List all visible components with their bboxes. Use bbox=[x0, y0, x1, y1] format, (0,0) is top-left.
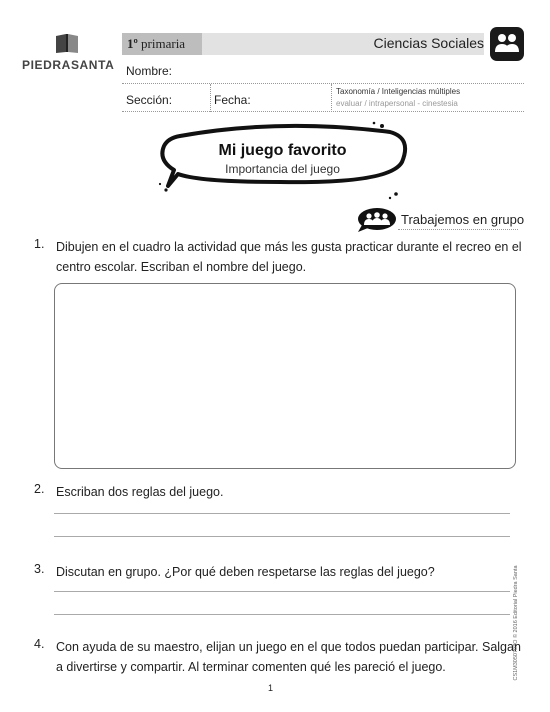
publisher-logo-text: PIEDRASANTA bbox=[22, 58, 115, 72]
taxonomy-title: Taxonomía / Inteligencias múltiples bbox=[336, 87, 461, 96]
form-row-line bbox=[122, 111, 524, 112]
grade-label bbox=[127, 36, 185, 52]
question-text: Con ayuda de su maestro, elijan un juego en el que todos puedan participar. Salgan a divertirse y compartir. Al terminar comenten qué les pareció el juego. bbox=[56, 640, 521, 674]
nombre-label: Nombre: bbox=[126, 64, 173, 78]
question-text: Dibujen en el cuadro la actividad que más les gusta practicar durante el recreo en el centro escolar. Escriban el nombre del juego. bbox=[56, 240, 522, 274]
divider bbox=[331, 84, 332, 112]
seccion-label: Sección: bbox=[126, 93, 173, 107]
taxonomy-values: evaluar / intrapersonal - cinestesia bbox=[336, 99, 458, 108]
question-number: 1. bbox=[34, 237, 45, 251]
title-speech-bubble bbox=[150, 120, 410, 200]
question-number: 2. bbox=[34, 482, 45, 496]
nombre-field-line[interactable] bbox=[122, 83, 524, 84]
page-number: 1 bbox=[268, 683, 274, 693]
group-work-label: Trabajemos en grupo bbox=[401, 212, 525, 227]
side-credit: CS1M3050703O © 2016 Editorial Piedra Santa bbox=[513, 565, 519, 681]
book-logo-icon bbox=[54, 32, 80, 54]
drawing-box[interactable] bbox=[54, 283, 516, 469]
question-text: Discutan en grupo. ¿Por qué deben respetarse las reglas del juego? bbox=[56, 565, 435, 579]
group-people-icon bbox=[490, 27, 524, 61]
answer-line[interactable] bbox=[54, 591, 510, 592]
answer-line[interactable] bbox=[54, 536, 510, 537]
question-number: 3. bbox=[34, 562, 45, 576]
question-text: Escriban dos reglas del juego. bbox=[56, 485, 224, 499]
answer-line[interactable] bbox=[54, 513, 510, 514]
fecha-label: Fecha: bbox=[214, 93, 251, 107]
activity-subtitle: Importancia del juego bbox=[225, 162, 340, 176]
subject-title: Ciencias Sociales bbox=[373, 35, 484, 51]
grade-level: primaria bbox=[141, 36, 186, 51]
activity-title: Mi juego favorito bbox=[218, 142, 347, 159]
divider bbox=[210, 84, 211, 112]
answer-line[interactable] bbox=[54, 614, 510, 615]
question-number: 4. bbox=[34, 637, 45, 651]
grade-number: 1º bbox=[127, 36, 138, 51]
group-people-icon bbox=[356, 207, 398, 233]
divider bbox=[398, 229, 518, 230]
